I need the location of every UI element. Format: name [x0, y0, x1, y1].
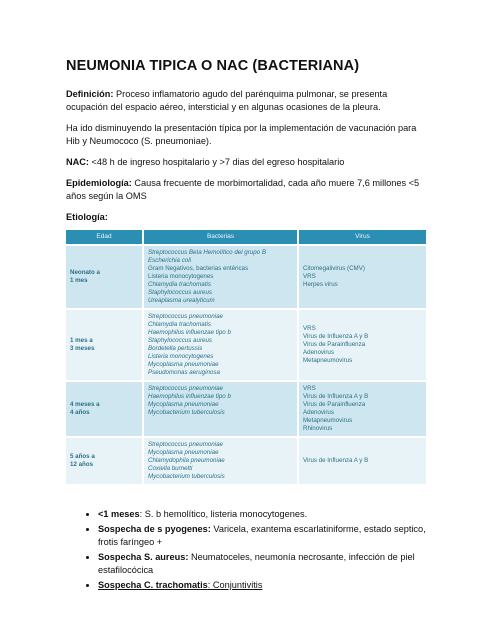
bullet-label: <1 meses	[98, 509, 140, 519]
bacteria-item: Chlamydia trachomatis	[148, 321, 211, 328]
virus-cell	[298, 381, 426, 437]
bacteria-item: Streptococcus pneumoniae	[148, 441, 223, 448]
age-cell	[66, 309, 143, 381]
bacteria-item: Mycoplasma pneumoniae	[148, 401, 219, 408]
list-item	[98, 508, 428, 521]
list-item	[98, 551, 428, 577]
bacteria-item: Staphylococcus aureus	[148, 289, 212, 296]
table-row	[66, 381, 426, 437]
bullet-label: Sospecha de s pyogenes:	[98, 524, 211, 534]
nac-label: NAC:	[66, 157, 89, 167]
definition-text: Proceso inflamatorio agudo del parénquima pulmonar, se presenta ocupación del espacio aéreo, intersticial y en algunas ocasiones de la pleura.	[66, 89, 388, 112]
age-cell	[66, 437, 143, 484]
header-virus: Virus	[298, 230, 426, 245]
bacteria-item: Listeria monocytogenes	[148, 353, 214, 360]
virus-item: Virus de Influenza A y B	[303, 393, 369, 400]
bacteria-item: Escherichia coli	[148, 257, 191, 264]
virus-item: VRS	[303, 273, 316, 280]
bullet-label: Sospecha S. aureus:	[98, 552, 189, 562]
page-title: NEUMONIA TIPICA O NAC (BACTERIANA)	[66, 58, 360, 74]
bullet-text: Varicela, exantema escarlatiniforme, estado septico, frotis faríngeo +	[98, 524, 426, 547]
virus-item: Herpes virus	[303, 281, 338, 288]
bullet-label: Sospecha C. trachomatis	[98, 580, 208, 590]
header-edad: Edad	[66, 230, 143, 245]
bacteria-item: Haemophilus influenzae tipo b	[148, 393, 231, 400]
bacteria-item: Chlamydophila pneumoniae	[148, 457, 225, 464]
etiology-table	[66, 230, 426, 484]
bacteria-item: Mycoplasma pneumoniae	[148, 361, 219, 368]
age-text: 4 meses a	[70, 401, 100, 408]
age-text: Neonato a	[70, 269, 100, 276]
bacteria-cell	[143, 309, 298, 381]
bacteria-cell	[143, 245, 298, 309]
virus-cell	[298, 245, 426, 309]
virus-item: Citomegalivirus (CMV)	[303, 265, 365, 272]
bullet-text: Neumatoceles, neumonía necrosante, infección de piel estafilocócica	[98, 552, 415, 575]
bacteria-item: Mycobacterium tuberculosis	[148, 473, 225, 480]
bacteria-item: Pseudomonas aeruginosa	[148, 369, 220, 376]
table-row	[66, 245, 426, 309]
age-text: 5 años a	[70, 453, 95, 460]
bacteria-item: Mycoplasma pneumoniae	[148, 449, 219, 456]
bullet-text: : Conjuntivitis	[207, 580, 263, 590]
list-item	[98, 523, 428, 549]
virus-item: Metapneumovirus	[303, 357, 353, 364]
nac-paragraph	[66, 156, 428, 169]
vaccine-paragraph: Ha ido disminuyendo la presentación típica por la implementación de vacunación para Hib y Neumococo (S. pneumoniae).	[66, 123, 417, 146]
virus-item: Adenovirus	[303, 349, 334, 356]
bacteria-item: Mycobacterium tuberculosis	[148, 409, 225, 416]
bacteria-item: Streptococcus pneumoniae	[148, 385, 223, 392]
age-cell	[66, 381, 143, 437]
list-item	[98, 579, 428, 592]
bacteria-cell	[143, 437, 298, 484]
bullet-list	[66, 508, 428, 592]
table-row	[66, 437, 426, 484]
bacteria-item: Chlamydia trachomatis	[148, 281, 211, 288]
bacteria-item: Listeria monocytogenes	[148, 273, 214, 280]
virus-item: Virus de Influenza A y B	[303, 457, 369, 464]
virus-item: Virus de Parainfluenza	[303, 341, 366, 348]
age-cell	[66, 245, 143, 309]
age-text: 12 años	[70, 461, 94, 468]
bacteria-item: Bordetella pertussis	[148, 345, 203, 352]
bacteria-item: Staphylococcus aureus	[148, 337, 212, 344]
definition-label: Definición:	[66, 89, 114, 99]
epidemiology-paragraph	[66, 177, 428, 203]
bacteria-item: Haemophilus influenzae tipo b	[148, 329, 231, 336]
age-text: 3 meses	[70, 345, 95, 352]
table-header-row	[66, 230, 426, 245]
virus-item: Adenovirus	[303, 409, 334, 416]
virus-item: Metapneumovirus	[303, 417, 353, 424]
age-text: 4 años	[70, 409, 90, 416]
virus-item: Rhinovirus	[303, 425, 333, 432]
etiology-table-body	[66, 245, 426, 484]
virus-cell	[298, 437, 426, 484]
virus-item: Virus de Parainfluenza	[303, 401, 366, 408]
epidemiology-label: Epidemiología:	[66, 178, 132, 188]
bacteria-item: Streptococcus Beta Hemolítico del grupo B	[148, 249, 266, 256]
age-text: 1 mes a	[70, 337, 93, 344]
virus-item: VRS	[303, 325, 316, 332]
table-row	[66, 309, 426, 381]
definition-paragraph	[66, 88, 428, 114]
header-bacterias: Bacterias	[143, 230, 298, 245]
bacteria-item: Coxiella burnetti	[148, 465, 193, 472]
age-text: 1 mes	[70, 277, 88, 284]
virus-cell	[298, 309, 426, 381]
bacteria-item: Gram Negativos, bacterias entéricas	[148, 265, 249, 272]
nac-text: <48 h de ingreso hospitalario y >7 dias del egreso hospitalario	[88, 157, 345, 167]
bacteria-item: Streptococcus pneumoniae	[148, 313, 223, 320]
epidemiology-text: Causa frecuente de morbimortalidad, cada año muere 7,6 millones <5 años según la OMS	[66, 178, 420, 201]
bacteria-item: Ureaplasma urealyticum	[148, 297, 215, 304]
virus-item: Virus de Influenza A y B	[303, 333, 369, 340]
bullet-text: : S. b hemolítico, listeria monocytogenes.	[139, 509, 308, 519]
etiology-label: Etiología:	[66, 212, 108, 222]
bacteria-cell	[143, 381, 298, 437]
virus-item: VRS	[303, 385, 316, 392]
